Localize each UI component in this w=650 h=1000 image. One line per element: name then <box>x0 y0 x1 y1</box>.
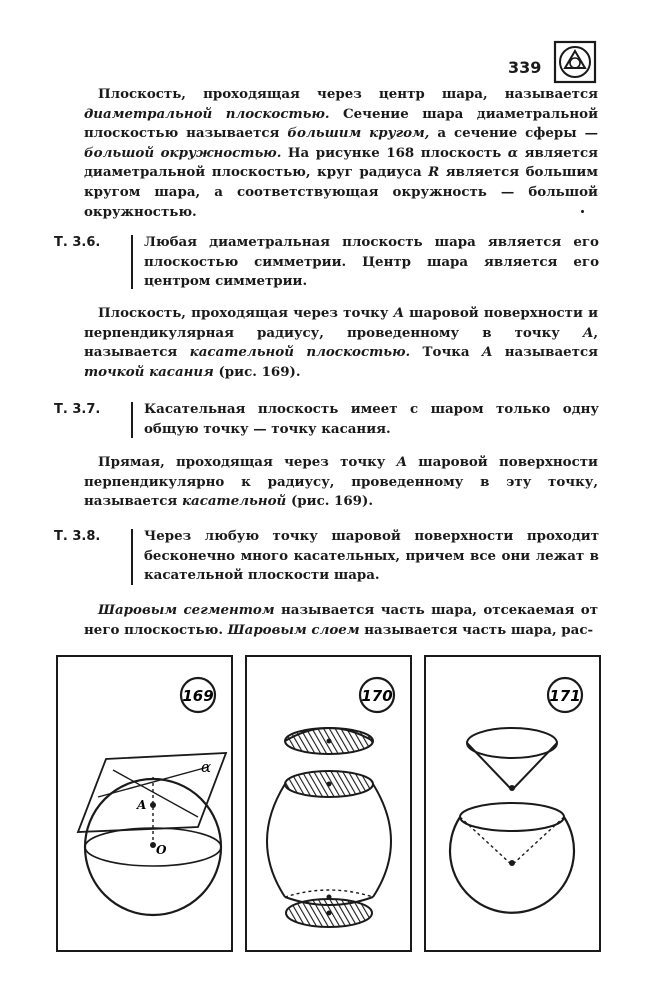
term-tangent: касательной <box>181 493 287 510</box>
bottom-cap-center <box>327 911 332 916</box>
theorem-bar <box>131 235 133 289</box>
theorem-text: Через любую точку шаровой поверхности проходит бесконечно много касательных, причем все они лежат в касательной плоскости шара. <box>144 528 599 584</box>
figure-171 <box>424 655 601 952</box>
term-great-circle: большой окружностью. <box>84 144 282 161</box>
term-spherical-layer: Шаровым слоем <box>227 621 360 638</box>
paragraph-diametral-plane: Плоскость, проходящая через центр шара, называется диаметральной плоскостью. Сечение шара диаметральной плоскостью называется большим кругом, а сечение сферы — большой окружностью. На рисунке 168 плоскость α является диаметральной плоскостью, круг радиуса R является большим кругом шара, а соответствующая окружность — большой окружностью. <box>84 86 598 220</box>
cone-side-right <box>512 743 557 790</box>
top-cap-center <box>327 739 332 744</box>
triangle-circle-logo-icon <box>553 40 597 84</box>
theorem-text: Касательная плоскость имеет с шаром только одну общую точку — точку касания. <box>144 401 599 437</box>
theorem-id: Т. 3.8. <box>54 529 101 544</box>
layer-right-side <box>373 784 391 897</box>
sphere-center <box>509 860 515 866</box>
figure-170 <box>245 655 412 952</box>
page-number: 339 <box>508 58 542 77</box>
theorem-text: Любая диаметральная плоскость шара является его плоскостью симметрии. Центр шара является его центром симметрии. <box>144 234 599 290</box>
label-alpha: α <box>201 758 212 776</box>
theorem-id: Т. 3.7. <box>54 402 101 417</box>
layer-left-side <box>267 784 285 897</box>
label-a: A <box>137 798 147 812</box>
label-o: O <box>156 843 167 857</box>
term-spherical-segment: Шаровым сегментом <box>98 602 275 618</box>
figure-169 <box>56 655 233 952</box>
theorem-id: Т. 3.6. <box>54 235 101 250</box>
term-tangency-point: точкой касания <box>84 363 214 380</box>
paragraph-tangent-plane: Плоскость, проходящая через точку A шаровой поверхности и перпендикулярная радиусу, проведенному в точку A, называется касательной плоскостью. Точка A называется точкой касания (рис. 169). <box>84 305 599 380</box>
term-great-disk: большим кругом, <box>287 125 430 142</box>
paragraph-segment-layer: Шаровым сегментом называется часть шара, отсекаемая от него плоскостью. Шаровым слоем называется часть шара, рас- <box>84 602 598 638</box>
term-tangent-plane: касательной плоскостью. <box>189 344 411 361</box>
theorem-bar <box>131 529 133 585</box>
figure-number: 171 <box>549 687 581 705</box>
tangent-line-2 <box>113 770 198 817</box>
cone-side-left <box>467 743 512 790</box>
stray-dot <box>581 210 584 213</box>
layer-top-center <box>327 782 332 787</box>
paragraph-tangent-line: Прямая, проходящая через точку A шаровой поверхности перпендикулярно к радиусу, проведенному в эту точку, называется касательной (рис. 169). <box>84 454 598 510</box>
point-a <box>150 802 156 808</box>
term-diametral-plane: диаметральной плоскостью. <box>84 105 330 122</box>
sphere-cut-circle <box>460 803 564 831</box>
figure-number: 170 <box>361 687 393 705</box>
cone-apex <box>509 785 515 791</box>
theorem-bar <box>131 402 133 438</box>
cone-base <box>467 728 557 758</box>
figure-number: 169 <box>182 687 214 705</box>
